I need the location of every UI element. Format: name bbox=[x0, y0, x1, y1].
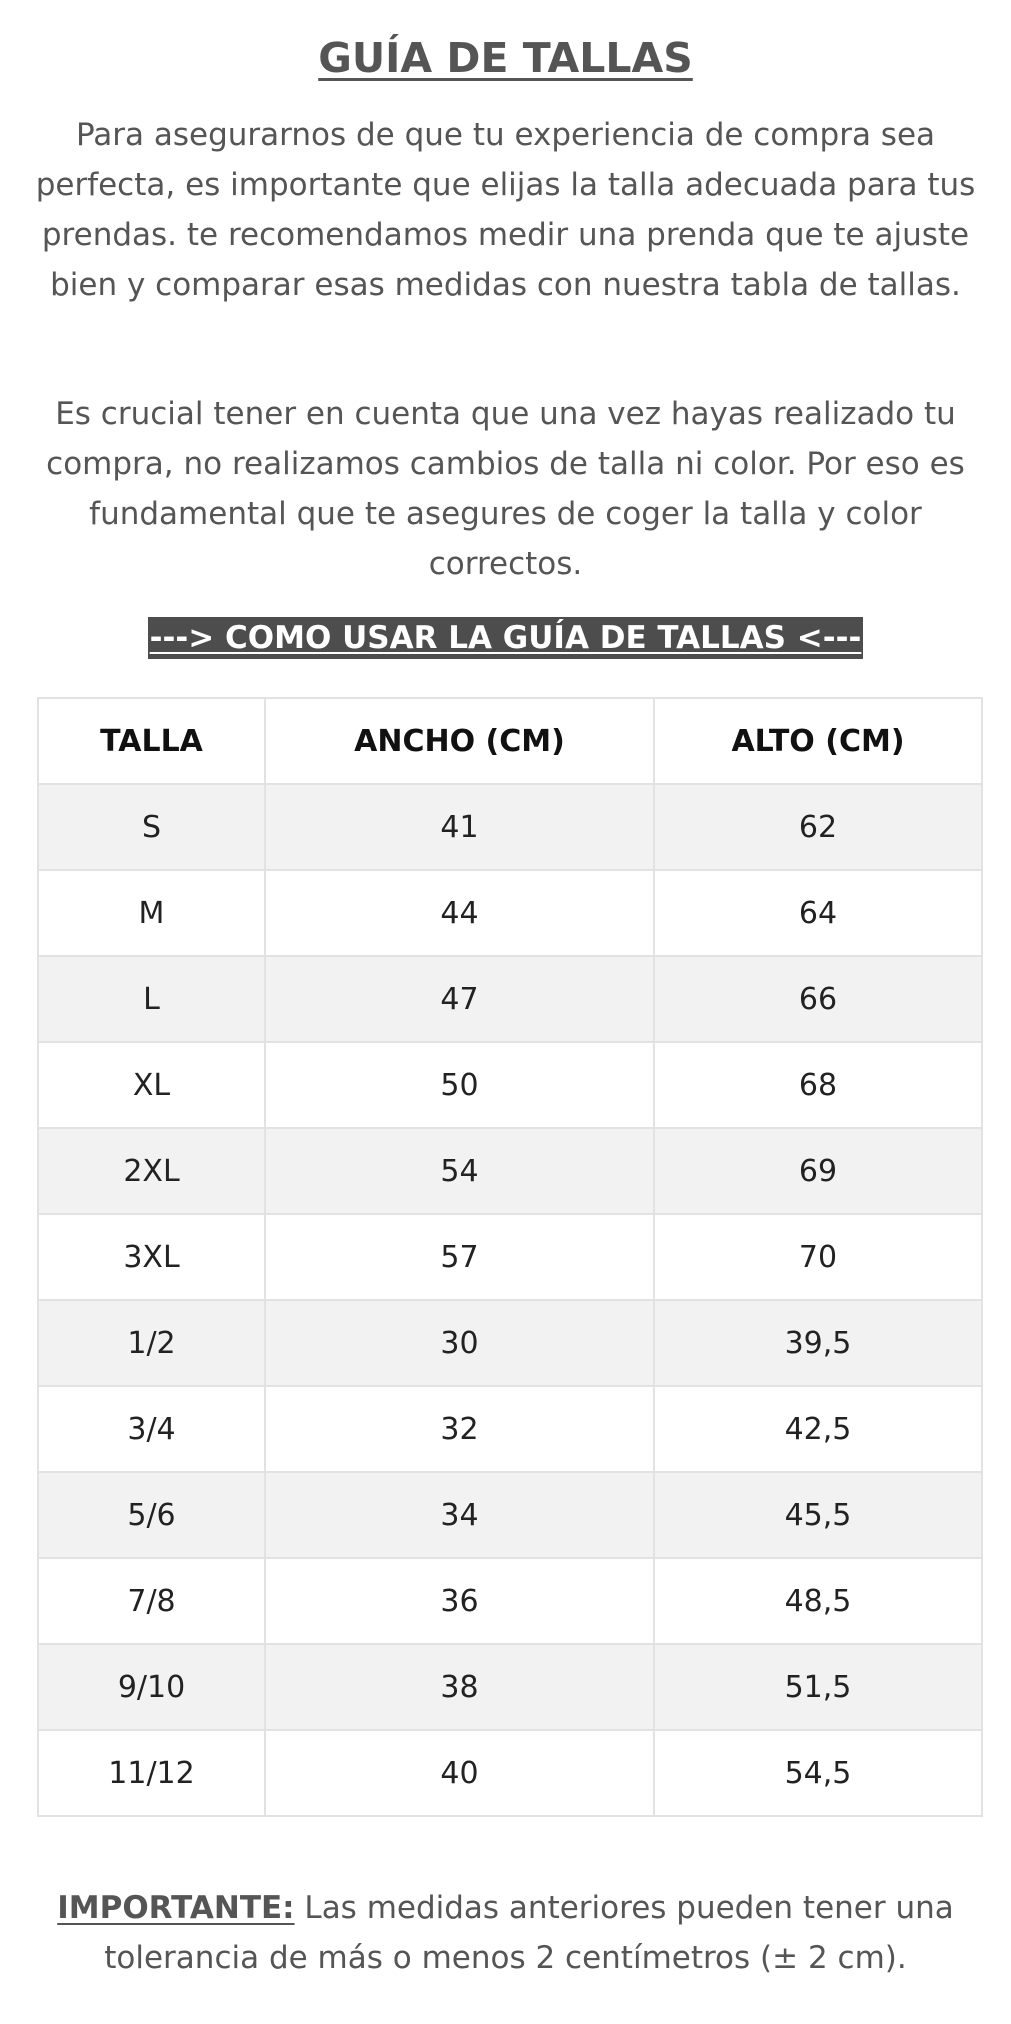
table-row bbox=[38, 1042, 982, 1128]
cell-ancho: 40 bbox=[265, 1730, 654, 1816]
header-alto: ALTO (CM) bbox=[654, 698, 982, 784]
cell-alto: 64 bbox=[654, 870, 982, 956]
cell-ancho: 36 bbox=[265, 1558, 654, 1644]
how-to-banner: ---> COMO USAR LA GUÍA DE TALLAS <--- bbox=[148, 617, 864, 659]
table-row bbox=[38, 1214, 982, 1300]
intro-paragraph-1: Para asegurarnos de que tu experiencia de compra sea perfecta, es importante que elijas la talla adecuada para tus prendas. te recomendamos medir una prenda que te ajuste bien y comparar esas medidas con nuestra tabla de tallas. bbox=[35, 117, 976, 303]
cell-ancho: 32 bbox=[265, 1386, 654, 1472]
cell-alto: 70 bbox=[654, 1214, 982, 1300]
table-row bbox=[38, 1730, 982, 1816]
cell-alto: 69 bbox=[654, 1128, 982, 1214]
how-to-banner-container bbox=[0, 617, 1011, 659]
cell-ancho: 57 bbox=[265, 1214, 654, 1300]
cell-ancho: 44 bbox=[265, 870, 654, 956]
cell-alto: 42,5 bbox=[654, 1386, 982, 1472]
cell-talla: L bbox=[38, 956, 265, 1042]
cell-ancho: 41 bbox=[265, 784, 654, 870]
cell-ancho: 50 bbox=[265, 1042, 654, 1128]
important-text: Las medidas anteriores pueden tener una tolerancia de más o menos 2 centímetros (± 2 cm). bbox=[104, 1890, 954, 1976]
cell-talla: 1/2 bbox=[38, 1300, 265, 1386]
cell-talla: 11/12 bbox=[38, 1730, 265, 1816]
cell-ancho: 30 bbox=[265, 1300, 654, 1386]
cell-ancho: 54 bbox=[265, 1128, 654, 1214]
cell-alto: 39,5 bbox=[654, 1300, 982, 1386]
important-note bbox=[30, 1883, 981, 1983]
size-table bbox=[37, 697, 983, 1817]
cell-alto: 54,5 bbox=[654, 1730, 982, 1816]
cell-talla: 3/4 bbox=[38, 1386, 265, 1472]
cell-alto: 62 bbox=[654, 784, 982, 870]
size-table-header-row bbox=[38, 698, 982, 784]
cell-alto: 66 bbox=[654, 956, 982, 1042]
cell-talla: 7/8 bbox=[38, 1558, 265, 1644]
table-row bbox=[38, 1644, 982, 1730]
cell-alto: 48,5 bbox=[654, 1558, 982, 1644]
header-ancho: ANCHO (CM) bbox=[265, 698, 654, 784]
cell-talla: 2XL bbox=[38, 1128, 265, 1214]
cell-talla: 3XL bbox=[38, 1214, 265, 1300]
cell-alto: 68 bbox=[654, 1042, 982, 1128]
cell-talla: M bbox=[38, 870, 265, 956]
table-row bbox=[38, 1472, 982, 1558]
cell-talla: 5/6 bbox=[38, 1472, 265, 1558]
intro-paragraph-2: Es crucial tener en cuenta que una vez hayas realizado tu compra, no realizamos cambios de talla ni color. Por eso es fundamental que te asegures de coger la talla y color correctos. bbox=[46, 396, 965, 582]
cell-ancho: 34 bbox=[265, 1472, 654, 1558]
header-talla: TALLA bbox=[38, 698, 265, 784]
table-row bbox=[38, 1386, 982, 1472]
cell-ancho: 47 bbox=[265, 956, 654, 1042]
important-label: IMPORTANTE: bbox=[57, 1890, 295, 1926]
table-row bbox=[38, 870, 982, 956]
cell-talla: 9/10 bbox=[38, 1644, 265, 1730]
table-row bbox=[38, 1128, 982, 1214]
cell-talla: XL bbox=[38, 1042, 265, 1128]
table-row bbox=[38, 956, 982, 1042]
cell-ancho: 38 bbox=[265, 1644, 654, 1730]
cell-alto: 45,5 bbox=[654, 1472, 982, 1558]
table-row bbox=[38, 1300, 982, 1386]
page-title: GUÍA DE TALLAS bbox=[318, 34, 693, 82]
cell-talla: S bbox=[38, 784, 265, 870]
cell-alto: 51,5 bbox=[654, 1644, 982, 1730]
table-row bbox=[38, 784, 982, 870]
table-row bbox=[38, 1558, 982, 1644]
